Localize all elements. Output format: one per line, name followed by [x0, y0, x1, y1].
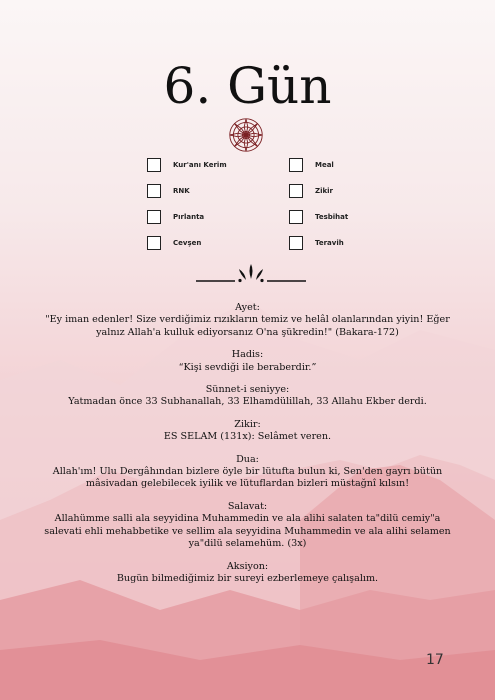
section-body: "Ey iman edenler! Size verdiğimiz rızıkların temiz ve helâl olanlarından yiyin! Eğer yalnız Allah'a kulluk ediyorsanız O'na şükredin!" (Bakara-172) [45, 314, 450, 338]
checkbox[interactable] [289, 184, 303, 198]
section-body: ES SELAM (131x): Selâmet veren. [163, 431, 332, 443]
checkbox[interactable] [289, 236, 303, 250]
checklist-item-tesbihat[interactable] [289, 210, 348, 224]
section-body: Bugün bilmediğimiz bir sureyi ezberlemeye çalışalım. [116, 572, 379, 584]
section-salavat [40, 501, 455, 551]
checkbox[interactable] [147, 158, 161, 172]
section-hadis [40, 349, 455, 374]
section-heading: Sünnet-i seniyye: [205, 384, 290, 396]
section-heading: Aksiyon: [226, 560, 269, 572]
checklist-label: Meal [315, 161, 334, 169]
checklist-label: Teravih [315, 239, 344, 247]
section-body: “Kişi sevdiği ile beraberdir.” [178, 361, 317, 373]
checkbox[interactable] [147, 236, 161, 250]
checklist-item-kurani-kerim[interactable] [147, 158, 227, 172]
section-body: Allahümme salli ala seyyidina Muhammedin ve ala alihi salaten ta"dilü cemiy"a salevati ehli mehabbetike ve sellim ala seyyidina Muhammedin ve ala alihi selamen ya"dilü selamehüm. (3x) [44, 513, 451, 550]
checklist-item-pirlanta[interactable] [147, 210, 204, 224]
section-sunnet [40, 384, 455, 409]
checkbox[interactable] [289, 158, 303, 172]
checklist-item-rnk[interactable] [147, 184, 190, 198]
checklist-label: Cevşen [173, 239, 202, 247]
section-zikir [40, 419, 455, 444]
section-body: Yatmadan önce 33 Subhanallah, 33 Elhamdülillah, 33 Allahu Ekber derdi. [68, 396, 427, 408]
checkbox[interactable] [289, 210, 303, 224]
page-number: 17 [426, 652, 444, 668]
section-heading: Dua: [236, 453, 259, 465]
checklist-label: RNK [173, 187, 190, 195]
section-dua [40, 454, 455, 491]
section-aksiyon [40, 561, 455, 586]
checklist-item-meal[interactable] [289, 158, 334, 172]
ornament-divider [196, 262, 306, 284]
checklist-item-zikir[interactable] [289, 184, 333, 198]
daily-content [40, 302, 455, 585]
mandala-icon [228, 117, 264, 153]
section-body: Allah'ım! Ulu Dergâhından bizlere öyle bir lütufta bulun ki, Sen'den gayrı bütün mâsivadan gelebilecek iyilik ve lütuflardan bizleri müstağnî kılsın! [52, 466, 443, 490]
checkbox[interactable] [147, 210, 161, 224]
page-title: 6. Gün [163, 57, 332, 115]
section-heading: Ayet: [235, 302, 260, 313]
section-heading: Zikir: [234, 418, 261, 430]
section-heading: Salavat: [227, 500, 268, 512]
checklist-item-teravih[interactable] [289, 236, 344, 250]
checklist-label: Zikir [315, 187, 333, 195]
section-heading: Hadis: [231, 349, 264, 361]
checkbox[interactable] [147, 184, 161, 198]
checklist-item-cevsen[interactable] [147, 236, 201, 250]
checklist-label: Tesbihat [315, 213, 349, 221]
checklist-label: Pırlanta [173, 213, 205, 221]
checklist-label: Kur'anı Kerim [173, 161, 227, 169]
section-ayet [40, 302, 455, 339]
